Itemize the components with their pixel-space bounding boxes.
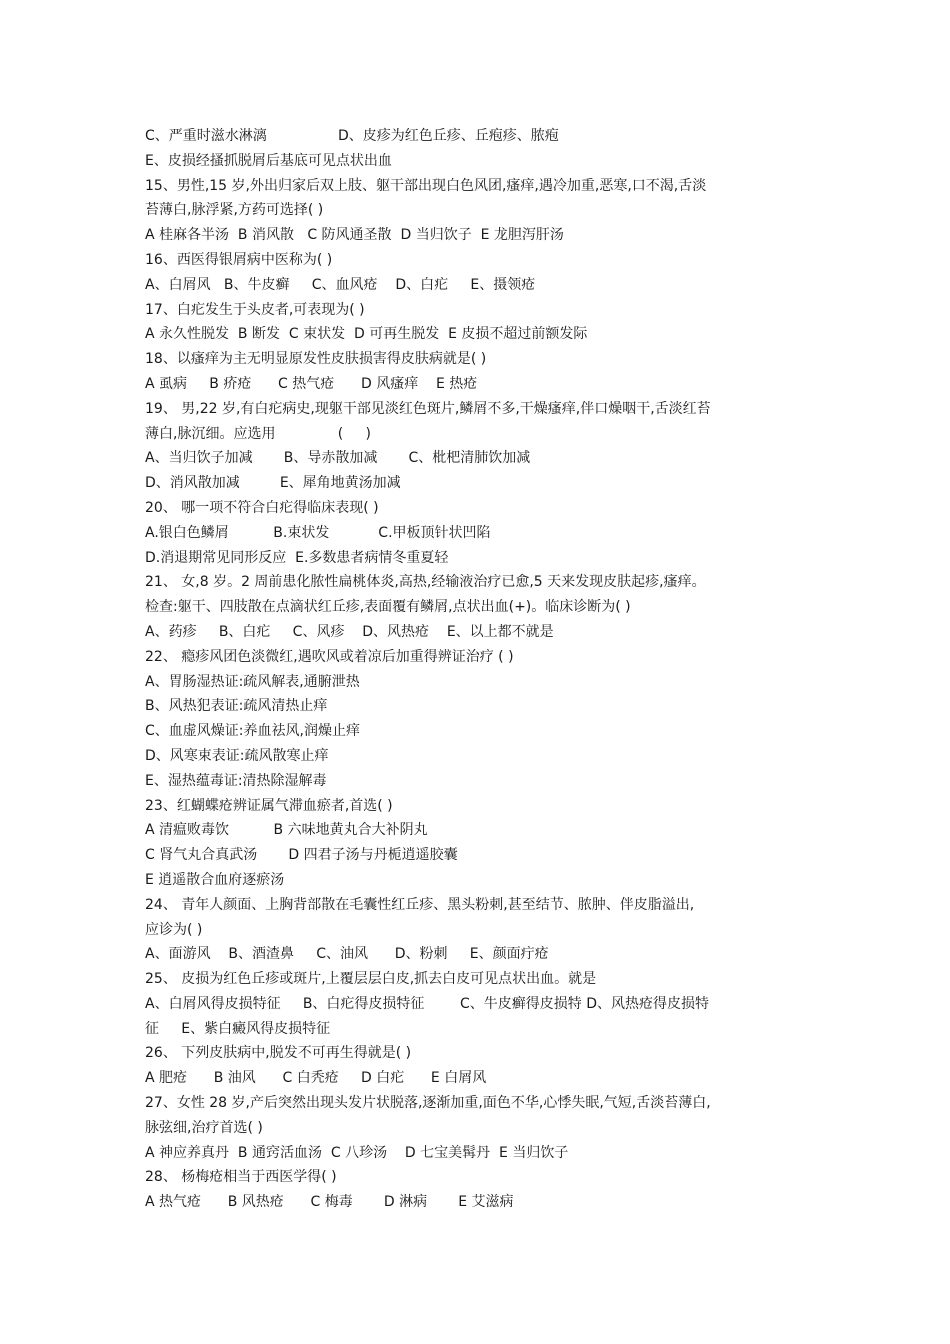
text-line: C、严重时滋水淋漓 D、皮疹为红色丘疹、丘疱疹、脓疱 bbox=[145, 128, 559, 144]
question-24-options: A、面游风 B、酒渣鼻 C、油风 D、粉刺 E、颜面疔疮 bbox=[145, 946, 549, 963]
question-20-options: D.消退期常见同形反应 E.多数患者病情冬重夏轻 bbox=[145, 549, 449, 566]
question-26-options: A 肥疮 B 油风 C 白秃疮 D 白疕 E 白屑风 bbox=[145, 1070, 487, 1087]
text-line: E、皮损经搔抓脱屑后基底可见点状出血 bbox=[145, 152, 392, 169]
question-19-options: D、消风散加减 E、犀角地黄汤加减 bbox=[145, 475, 401, 492]
question-23-options: A 清瘟败毒饮 B 六味地黄丸合大补阴丸 bbox=[145, 822, 428, 839]
question-19-stem: 19、 男,22 岁,有白疕病史,现躯干部见淡红色斑片,鳞屑不多,干燥瘙痒,伴口燥咽干,舌淡红苔 bbox=[145, 400, 711, 417]
question-28-options: A 热气疮 B 风热疮 C 梅毒 D 淋病 E 艾滋病 bbox=[145, 1194, 514, 1211]
question-23-stem: 23、红蝴蝶疮辨证属气滞血瘀者,首选( ) bbox=[145, 797, 393, 814]
question-25-options: 征 E、紫白癜风得皮损特征 bbox=[145, 1020, 331, 1037]
question-15-stem: 15、男性,15 岁,外出归家后双上肢、躯干部出现白色风团,瘙痒,遇冷加重,恶寒,口不渴,舌淡 bbox=[145, 177, 707, 194]
question-22-option: D、风寒束表证:疏风散寒止痒 bbox=[145, 747, 329, 764]
text-line: 检查:躯干、四肢散在点滴状红丘疹,表面覆有鳞屑,点状出血(+)。临床诊断为( ) bbox=[145, 599, 631, 616]
question-25-options: A、白屑风得皮损特征 B、白疕得皮损特征 C、牛皮癣得皮损特 D、风热疮得皮损特 bbox=[145, 995, 710, 1012]
question-20-options: A.银白色鳞屑 B.束状发 C.甲板顶针状凹陷 bbox=[145, 524, 491, 541]
text-line: 苔薄白,脉浮紧,方药可选择( ) bbox=[145, 202, 324, 219]
question-27-stem: 27、女性 28 岁,产后突然出现头发片状脱落,逐渐加重,面色不华,心悸失眠,气短,舌淡苔薄白, bbox=[145, 1095, 711, 1112]
question-22-stem: 22、 瘾疹风团色淡微红,遇吹风或着凉后加重得辨证治疗 ( ) bbox=[145, 648, 514, 665]
question-28-stem: 28、 杨梅疮相当于西医学得( ) bbox=[145, 1169, 337, 1186]
question-22-option: A、胃肠湿热证:疏风解表,通腑泄热 bbox=[145, 673, 360, 690]
question-15-options: A 桂麻各半汤 B 消风散 C 防风通圣散 D 当归饮子 E 龙胆泻肝汤 bbox=[145, 227, 564, 244]
question-22-option: B、风热犯表证:疏风清热止痒 bbox=[145, 698, 328, 715]
question-23-options: C 肾气丸合真武汤 D 四君子汤与丹栀逍遥胶囊 bbox=[145, 847, 458, 864]
question-20-stem: 20、 哪一项不符合白疕得临床表现( ) bbox=[145, 499, 379, 516]
question-24-stem: 24、 青年人颜面、上胸背部散在毛囊性红丘疹、黑头粉刺,甚至结节、脓肿、伴皮脂溢出, bbox=[145, 896, 695, 913]
question-text-block bbox=[145, 124, 817, 1215]
question-23-options: E 逍遥散合血府逐瘀汤 bbox=[145, 871, 285, 888]
question-16-options: A、白屑风 B、牛皮癣 C、血风疮 D、白疕 E、摄领疮 bbox=[145, 276, 536, 293]
text-line: 薄白,脉沉细。应选用 ( ) bbox=[145, 425, 371, 442]
question-25-stem: 25、 皮损为红色丘疹或斑片,上覆层层白皮,抓去白皮可见点状出血。就是 bbox=[145, 971, 597, 988]
question-19-options: A、当归饮子加减 B、导赤散加减 C、枇杷清肺饮加减 bbox=[145, 450, 531, 467]
question-17-stem: 17、白疕发生于头皮者,可表现为( ) bbox=[145, 301, 365, 318]
question-27-options: A 神应养真丹 B 通窍活血汤 C 八珍汤 D 七宝美髯丹 E 当归饮子 bbox=[145, 1144, 569, 1161]
question-21-options: A、药疹 B、白疕 C、风疹 D、风热疮 E、以上都不就是 bbox=[145, 623, 554, 640]
question-22-option: E、湿热蕴毒证:清热除湿解毒 bbox=[145, 772, 327, 789]
text-line: 脉弦细,治疗首选( ) bbox=[145, 1119, 263, 1136]
question-17-options: A 永久性脱发 B 断发 C 束状发 D 可再生脱发 E 皮损不超过前额发际 bbox=[145, 326, 588, 343]
text-line: 应诊为( ) bbox=[145, 921, 203, 938]
question-18-options: A 虱病 B 疥疮 C 热气疮 D 风瘙痒 E 热疮 bbox=[145, 375, 478, 392]
question-22-option: C、血虚风燥证:养血祛风,润燥止痒 bbox=[145, 723, 360, 740]
question-21-stem: 21、 女,8 岁。2 周前患化脓性扁桃体炎,高热,经输液治疗已愈,5 天来发现皮肤起疹,瘙痒。 bbox=[145, 574, 706, 591]
question-26-stem: 26、 下列皮肤病中,脱发不可再生得就是( ) bbox=[145, 1045, 412, 1062]
question-16-stem: 16、西医得银屑病中医称为( ) bbox=[145, 251, 333, 268]
question-18-stem: 18、以瘙痒为主无明显原发性皮肤损害得皮肤病就是( ) bbox=[145, 351, 487, 368]
